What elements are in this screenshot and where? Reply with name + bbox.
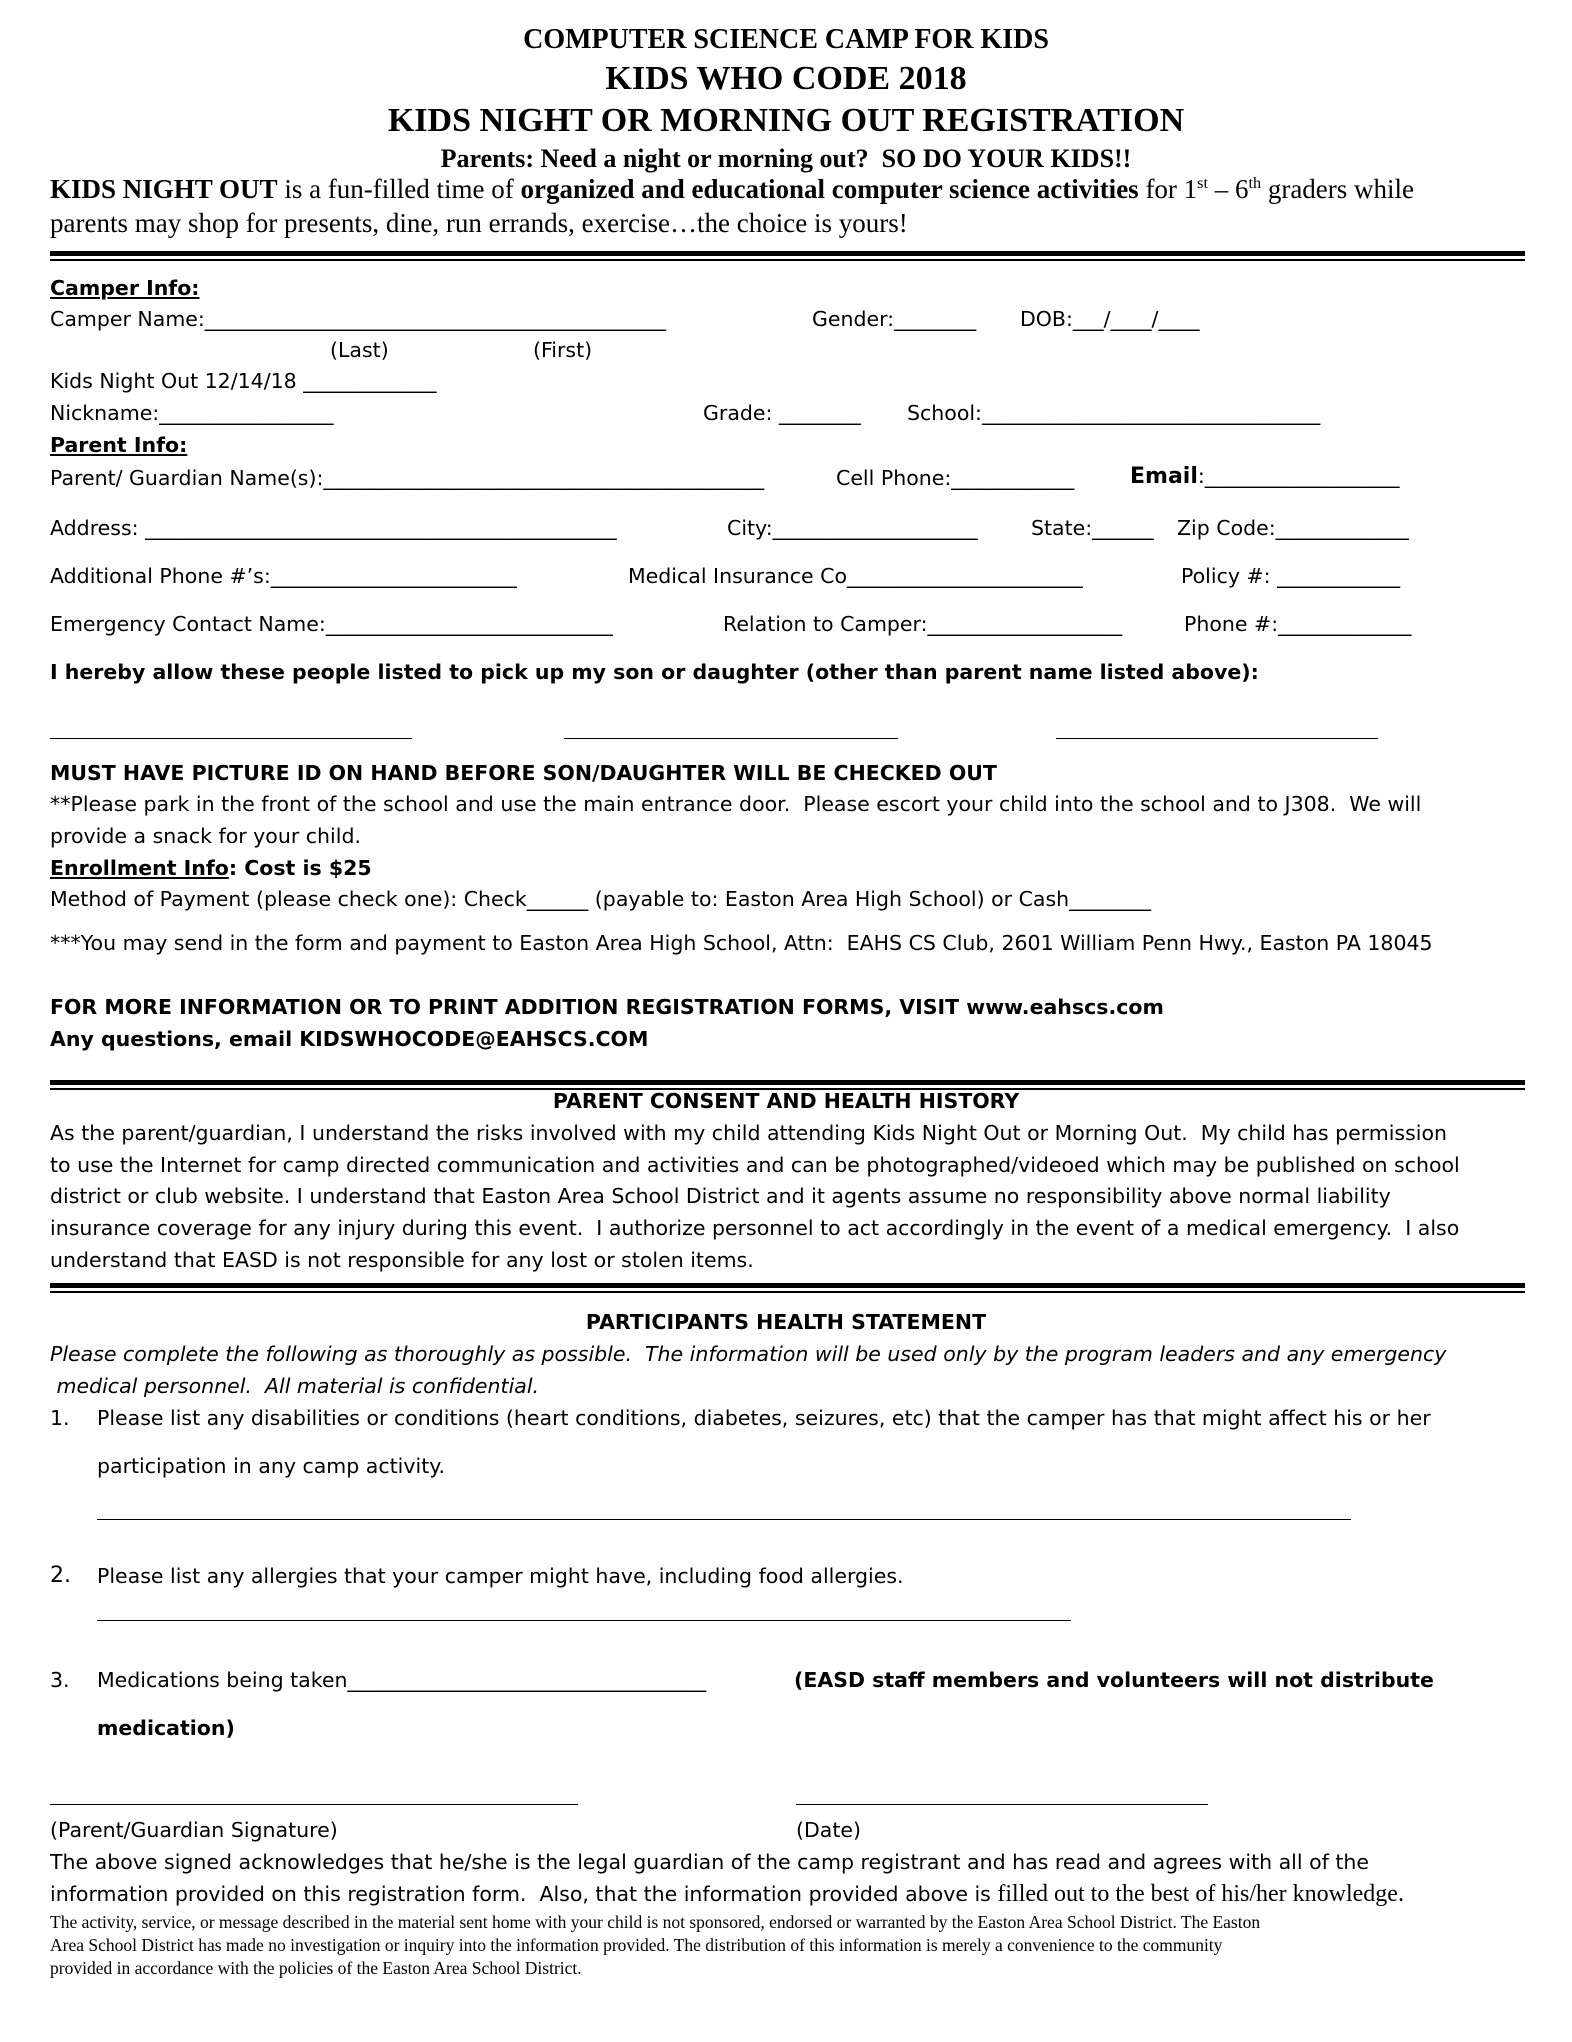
- consent-line-2: to use the Internet for camp directed communication and activities and can be photographed/videoed which may be published on school: [50, 1153, 1460, 1177]
- medications-field[interactable]: Medications being taken___________________________________: [97, 1668, 707, 1692]
- question-1-line-2: participation in any camp activity.: [97, 1454, 445, 1478]
- signature-date-field[interactable]: [796, 1804, 1208, 1805]
- acknowledgement-line-2: [50, 1881, 1404, 1908]
- cell-phone-field[interactable]: Cell Phone:____________: [836, 466, 1075, 490]
- gender-field[interactable]: Gender:________: [812, 307, 977, 331]
- parent-name-field[interactable]: Parent/ Guardian Name(s):___________________________________________: [50, 466, 765, 490]
- pickup-permission-statement: I hereby allow these people listed to pick up my son or daughter (other than parent name listed above):: [50, 660, 1259, 684]
- disclaimer-line-2: Area School District has made no investigation or inquiry into the information provided. The distribution of this information is merely a convenience to the community: [50, 1935, 1223, 1955]
- last-name-caption: (Last): [330, 338, 389, 362]
- email-line: :___________________: [1197, 464, 1400, 488]
- acknowledgement-line-1: The above signed acknowledges that he/she is the legal guardian of the camp registrant and has read and agrees with all of the: [50, 1850, 1370, 1874]
- health-intro-line-1: Please complete the following as thoroughly as possible. The information will be used only by the program leaders and any emergency: [50, 1342, 1447, 1366]
- school-field[interactable]: School:_________________________________: [907, 401, 1321, 425]
- intro-paragraph-line-1: [50, 174, 1414, 205]
- consent-heading: PARENT CONSENT AND HEALTH HISTORY: [552, 1089, 1020, 1113]
- disclaimer-line-1: The activity, service, or message described in the material sent home with your child is not sponsored, endorsed or warranted by the Easton Area School District. The Easton: [50, 1912, 1261, 1932]
- parking-instructions-line-1: **Please park in the front of the school and use the main entrance door. Please escort your child into the school and to J308. We will: [50, 792, 1422, 816]
- question-1-line-1: Please list any disabilities or conditions (heart conditions, diabetes, seizures, etc) that the camper has that might affect his or her: [97, 1406, 1431, 1430]
- intro-sup-st: st: [1197, 174, 1208, 192]
- relation-to-camper-field[interactable]: Relation to Camper:___________________: [723, 612, 1123, 636]
- parent-signature-field[interactable]: [50, 1804, 578, 1805]
- enrollment-cost: : Cost is $25: [228, 856, 372, 880]
- intro-bold: organized and educational computer science activities: [520, 174, 1139, 204]
- intro-text-a: is a fun-filled time of: [277, 174, 521, 204]
- emergency-phone-field[interactable]: Phone #:_____________: [1184, 612, 1412, 636]
- email-label: Email: [1130, 464, 1198, 489]
- pickup-person-2-field[interactable]: [564, 738, 898, 739]
- disclaimer-line-3: provided in accordance with the policies of the Easton Area School District.: [50, 1958, 582, 1978]
- policy-number-field[interactable]: Policy #: ____________: [1181, 564, 1401, 588]
- first-name-caption: (First): [533, 338, 593, 362]
- additional-phone-field[interactable]: Additional Phone #’s:________________________: [50, 564, 517, 588]
- zip-code-field[interactable]: Zip Code:_____________: [1177, 516, 1409, 540]
- parking-instructions-line-2: provide a snack for your child.: [50, 824, 361, 848]
- picture-id-notice: MUST HAVE PICTURE ID ON HAND BEFORE SON/DAUGHTER WILL BE CHECKED OUT: [50, 761, 997, 785]
- enrollment-info: [50, 856, 372, 880]
- consent-line-5: understand that EASD is not responsible for any lost or stolen items.: [50, 1248, 754, 1272]
- question-2-text: Please list any allergies that your camper might have, including food allergies.: [97, 1564, 904, 1588]
- acknowledgement-line-2b: filled out to the best of his/her knowledge.: [997, 1881, 1404, 1907]
- health-intro-line-2: medical personnel. All material is confidential.: [50, 1374, 540, 1398]
- city-field[interactable]: City:____________________: [727, 516, 978, 540]
- question-1-number: 1.: [50, 1406, 70, 1430]
- question-2-answer-field[interactable]: [97, 1620, 1071, 1621]
- emergency-contact-field[interactable]: Emergency Contact Name:____________________________: [50, 612, 613, 636]
- acknowledgement-line-2a: information provided on this registration form. Also, that the information provided above is: [50, 1882, 998, 1906]
- intro-text-c: – 6: [1207, 174, 1249, 204]
- payment-method-field[interactable]: Method of Payment (please check one): Check______ (payable to: Easton Area High School) or Cash________: [50, 887, 1152, 911]
- kids-night-out-field[interactable]: Kids Night Out 12/14/18 _____________: [50, 369, 437, 393]
- question-2-number: 2.: [50, 1563, 71, 1588]
- mailing-instructions: ***You may send in the form and payment to Easton Area High School, Attn: EAHS CS Club, 2601 William Penn Hwy., Easton PA 18045: [50, 931, 1433, 955]
- nickname-field[interactable]: Nickname:_________________: [50, 401, 334, 425]
- pickup-person-3-field[interactable]: [1056, 738, 1378, 739]
- state-field[interactable]: State:______: [1031, 516, 1154, 540]
- health-divider-rule-thin: [50, 1291, 1525, 1293]
- pickup-person-1-field[interactable]: [50, 738, 412, 739]
- intro-paragraph-line-2: parents may shop for presents, dine, run errands, exercise…the choice is yours!: [50, 208, 908, 238]
- email-field[interactable]: [1130, 464, 1400, 489]
- enrollment-info-heading: Enrollment Info: [50, 856, 229, 880]
- consent-line-3: district or club website. I understand that Easton Area School District and it agents assume no responsibility above normal liability: [50, 1184, 1391, 1208]
- intro-lead: KIDS NIGHT OUT: [50, 174, 278, 204]
- divider-rule-thin: [50, 259, 1525, 261]
- health-divider-rule: [50, 1283, 1525, 1288]
- parent-info-heading: Parent Info:: [50, 433, 188, 457]
- camper-name-field[interactable]: Camper Name:_____________________________________________: [50, 307, 667, 331]
- question-1-answer-field[interactable]: [97, 1519, 1351, 1520]
- consent-line-1: As the parent/guardian, I understand the risks involved with my child attending Kids Night Out or Morning Out. My child has permission: [50, 1121, 1448, 1145]
- divider-rule: [50, 251, 1525, 256]
- consent-line-4: insurance coverage for any injury during this event. I authorize personnel to act accordingly in the event of a medical emergency. I also: [50, 1216, 1460, 1240]
- date-caption: (Date): [796, 1818, 861, 1842]
- intro-sup-th: th: [1248, 174, 1262, 192]
- health-statement-heading: PARTICIPANTS HEALTH STATEMENT: [585, 1310, 987, 1334]
- dob-field[interactable]: DOB:___/____/____: [1020, 307, 1200, 331]
- medication-policy-notice: (EASD staff members and volunteers will not distribute: [794, 1668, 1434, 1692]
- grade-field[interactable]: Grade: ________: [703, 401, 861, 425]
- medical-insurance-field[interactable]: Medical Insurance Co_______________________: [628, 564, 1083, 588]
- question-3-number: 3.: [50, 1668, 70, 1692]
- camper-info-heading: Camper Info:: [50, 276, 200, 300]
- intro-text-d: graders while: [1261, 174, 1415, 204]
- program-title: KIDS WHO CODE 2018: [605, 60, 967, 97]
- signature-caption: (Parent/Guardian Signature): [50, 1818, 338, 1842]
- address-field[interactable]: Address: ______________________________________________: [50, 516, 617, 540]
- camp-title: COMPUTER SCIENCE CAMP FOR KIDS: [523, 24, 1049, 55]
- registration-title: KIDS NIGHT OR MORNING OUT REGISTRATION: [387, 102, 1185, 139]
- medication-policy-notice-continued: medication): [97, 1716, 235, 1740]
- questions-email: Any questions, email KIDSWHOCODE@EAHSCS.COM: [50, 1027, 649, 1051]
- tagline: Parents: Need a night or morning out? SO DO YOUR KIDS!!: [440, 144, 1132, 173]
- more-info-notice: FOR MORE INFORMATION OR TO PRINT ADDITION REGISTRATION FORMS, VISIT www.eahscs.com: [50, 995, 1164, 1019]
- consent-divider-rule: [50, 1080, 1525, 1085]
- intro-text-b: for 1: [1138, 174, 1198, 204]
